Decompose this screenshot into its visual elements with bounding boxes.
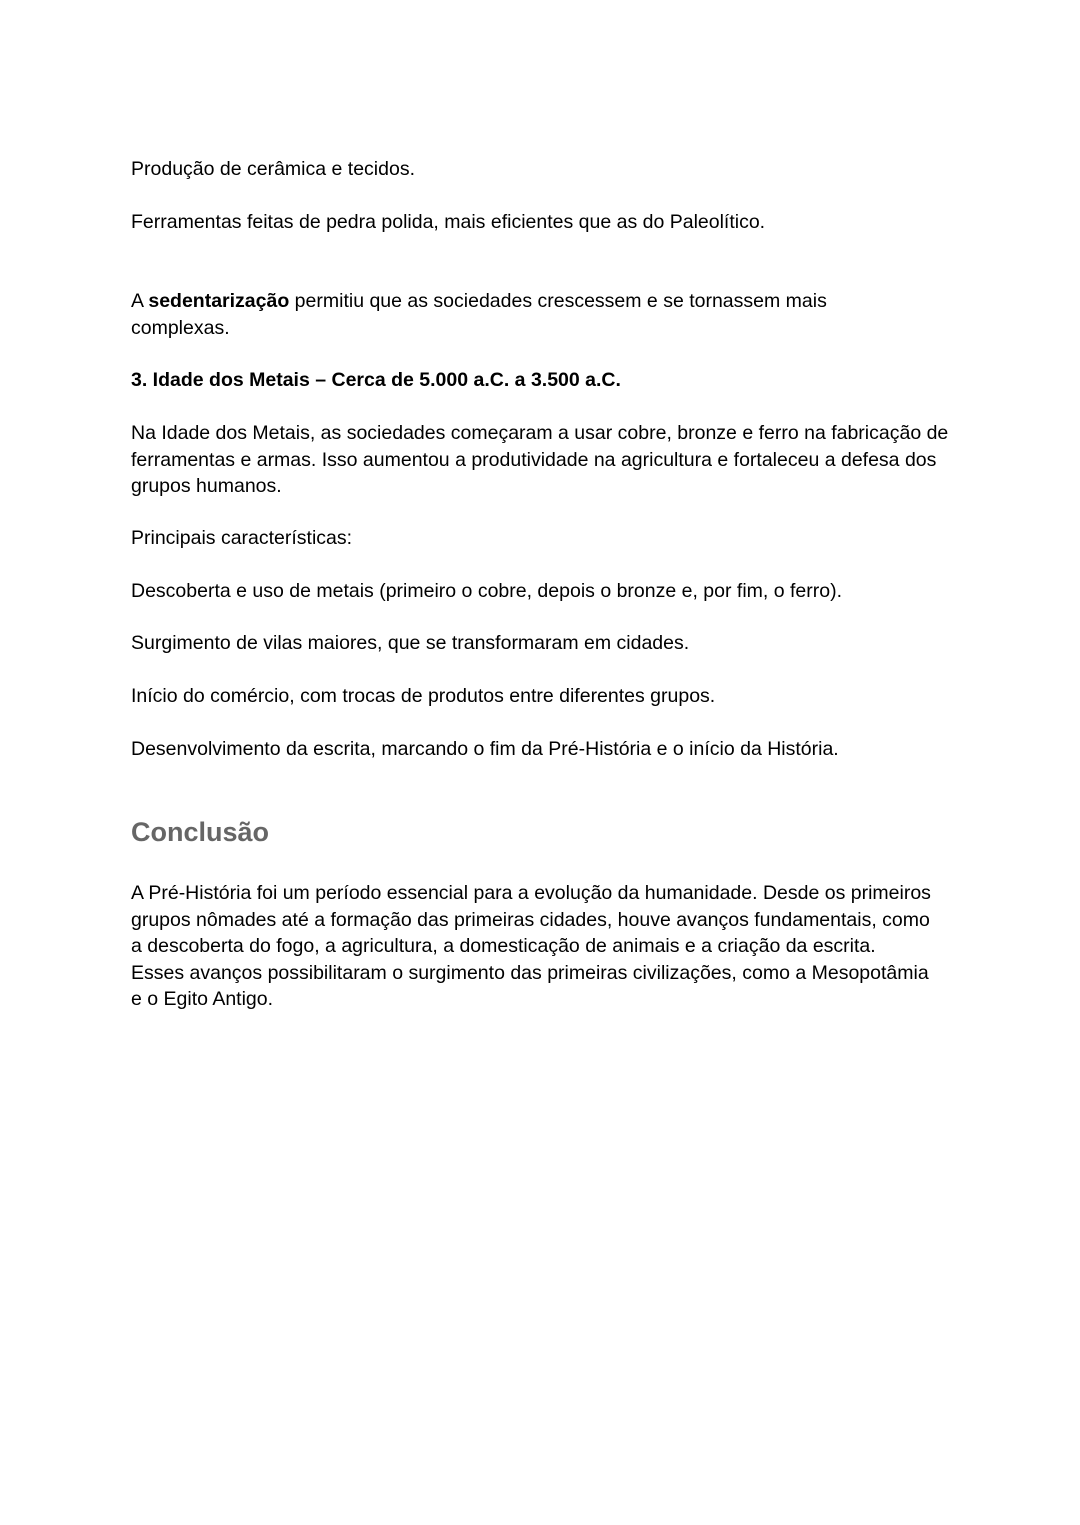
paragraph-ferramentas: Ferramentas feitas de pedra polida, mais eficientes que as do Paleolítico. xyxy=(131,211,766,233)
conclusion-heading: Conclusão xyxy=(131,817,270,847)
sedentarizacao-bold: sedentarização xyxy=(148,290,290,312)
characteristic-item: Início do comércio, com trocas de produtos entre diferentes grupos. xyxy=(131,685,716,707)
characteristic-item: Desenvolvimento da escrita, marcando o fim da Pré-História e o início da História. xyxy=(131,738,839,760)
characteristic-item: Surgimento de vilas maiores, que se transformaram em cidades. xyxy=(131,632,690,654)
paragraph-sedentarizacao xyxy=(131,288,891,341)
characteristics-label: Principais características: xyxy=(131,527,353,549)
sedentarizacao-prefix: A xyxy=(131,290,149,312)
sedentarizacao-suffix: permitiu que as sociedades crescessem e se tornassem mais complexas. xyxy=(131,290,827,339)
paragraph-idade-metais: Na Idade dos Metais, as sociedades começaram a usar cobre, bronze e ferro na fabricação de ferramentas e armas. Isso aumentou a produtividade na agricultura e fortaleceu a defesa dos grupos humanos. xyxy=(131,422,949,497)
paragraph-ceramica: Produção de cerâmica e tecidos. xyxy=(131,158,415,180)
characteristic-item: Descoberta e uso de metais (primeiro o cobre, depois o bronze e, por fim, o ferro). xyxy=(131,580,842,602)
conclusion-paragraph: A Pré-História foi um período essencial para a evolução da humanidade. Desde os primeiros grupos nômades até a formação das primeiras cidades, houve avanços fundamentais, como a descoberta do fogo, a agricultura, a domesticação de animais e a criação da escrita. Esses avanços possibilitaram o surgimento das primeiras civilizações, como a Mesopotâmia e o Egito Antigo. xyxy=(131,882,931,1010)
section-heading-idade-metais: 3. Idade dos Metais – Cerca de 5.000 a.C. a 3.500 a.C. xyxy=(131,369,621,391)
